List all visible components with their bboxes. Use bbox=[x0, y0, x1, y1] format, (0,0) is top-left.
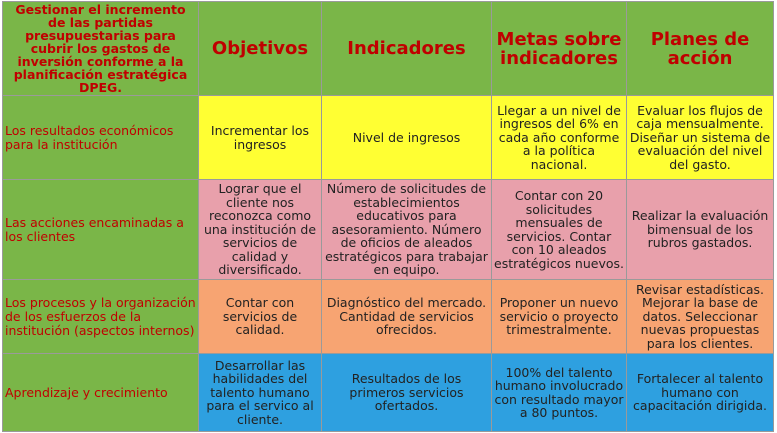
header-metas: Metas sobre indicadores bbox=[492, 2, 627, 96]
table-row bbox=[3, 96, 774, 180]
cell-objetivo: Incrementar los ingresos bbox=[199, 96, 322, 180]
cell-plan: Fortalecer al talento humano con capacitación dirigida. bbox=[627, 354, 774, 432]
table-row bbox=[3, 354, 774, 432]
row-label: Las acciones encaminadas a los clientes bbox=[3, 180, 199, 280]
cell-objetivo: Desarrollar las habilidades del talento humano para el servico al cliente. bbox=[199, 354, 322, 432]
cell-plan: Realizar la evaluación bimensual de los rubros gastados. bbox=[627, 180, 774, 280]
row-label: Aprendizaje y crecimiento bbox=[3, 354, 199, 432]
cell-meta: 100% del talento humano involucrado con resultado mayor a 80 puntos. bbox=[492, 354, 627, 432]
table-row bbox=[3, 180, 774, 280]
cell-plan: Revisar estadísticas. Mejorar la base de datos. Seleccionar nuevas propuestas para los clientes. bbox=[627, 280, 774, 354]
cell-indicador: Resultados de los primeros servicios ofertados. bbox=[322, 354, 492, 432]
row-label: Los resultados económicos para la institución bbox=[3, 96, 199, 180]
cell-indicador: Número de solicitudes de establecimientos educativos para asesoramiento. Número de oficios de aleados estratégicos para trabajar en equipo. bbox=[322, 180, 492, 280]
cell-meta: Proponer un nuevo servicio o proyecto trimestralmente. bbox=[492, 280, 627, 354]
cell-indicador: Diagnóstico del mercado. Cantidad de servicios ofrecidos. bbox=[322, 280, 492, 354]
cell-plan: Evaluar los flujos de caja mensualmente. Diseñar un sistema de evaluación del nivel del gasto. bbox=[627, 96, 774, 180]
cell-indicador: Nivel de ingresos bbox=[322, 96, 492, 180]
row-label: Los procesos y la organización de los esfuerzos de la institución (aspectos internos) bbox=[3, 280, 199, 354]
header-planes: Planes de acción bbox=[627, 2, 774, 96]
header-indicadores: Indicadores bbox=[322, 2, 492, 96]
corner-header: Gestionar el incremento de las partidas presupuestarias para cubrir los gastos de inversión conforme a la planificación estratégica DPEG. bbox=[3, 2, 199, 96]
cell-objetivo: Lograr que el cliente nos reconozca como una institución de servicios de calidad y diversificado. bbox=[199, 180, 322, 280]
strategy-table bbox=[2, 1, 774, 432]
cell-meta: Llegar a un nivel de ingresos del 6% en cada año conforme a la política nacional. bbox=[492, 96, 627, 180]
cell-meta: Contar con 20 solicitudes mensuales de servicios. Contar con 10 aleados estratégicos nuevos. bbox=[492, 180, 627, 280]
header-row bbox=[3, 2, 774, 96]
table-row bbox=[3, 280, 774, 354]
cell-objetivo: Contar con servicios de calidad. bbox=[199, 280, 322, 354]
header-objetivos: Objetivos bbox=[199, 2, 322, 96]
